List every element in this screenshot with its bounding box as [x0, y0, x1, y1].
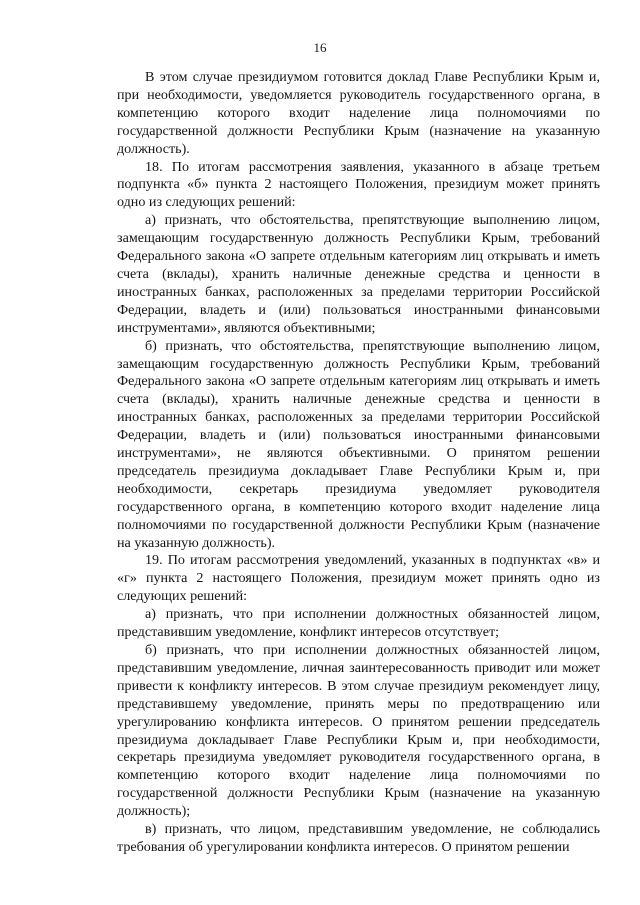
paragraph-item-19-a: а) признать, что при исполнении должностных обязанностей лицом, представившим уведомление, конфликт интересов отсутствует;: [117, 606, 600, 641]
paragraph-item-18-a: а) признать, что обстоятельства, препятствующие выполнению лицом, замещающим государственную должность Республики Крым, требований Федерального закона «О запрете отдельным категориям лиц открывать и иметь счета (вклады), хранить наличные денежные средства и ценности в иностранных банках, расположенных за пределами территории Российской Федерации, владеть и (или) пользоваться иностранными финансовыми инструментами», являются объективными;: [117, 212, 600, 336]
document-body: [117, 69, 600, 857]
paragraph-item-18: 18. По итогам рассмотрения заявления, указанного в абзаце третьем подпункта «б» пункта 2 настоящего Положения, президиум может принять одно из следующих решений:: [117, 158, 600, 211]
paragraph-item-19: 19. По итогам рассмотрения уведомлений, указанных в подпунктах «в» и «г» пункта 2 настоящего Положения, президиум может принять одно из следующих решений:: [117, 552, 600, 605]
paragraph-item-19-b: б) признать, что при исполнении должностных обязанностей лицом, представившим уведомление, личная заинтересованность приводит или может привести к конфликту интересов. В этом случае президиум рекомендует лицу, представившему уведомление, принять меры по предотвращению или урегулированию конфликта интересов. О принятом решении председатель президиума докладывает Главе Республики Крым и, при необходимости, секретарь президиума уведомляет руководителя государственного органа, в компетенцию которого входит наделение лица полномочиями по государственной должности Республики Крым (назначение на указанную должность);: [117, 642, 600, 820]
paragraph-item-19-v: в) признать, что лицом, представившим уведомление, не соблюдались требования об урегулировании конфликта интересов. О принятом решении: [117, 821, 600, 855]
page-number: 16: [313, 40, 327, 55]
paragraph-report-clause: В этом случае президиумом готовится доклад Главе Республики Крым и, при необходимости, уведомляется руководитель государственного органа, в компетенцию которого входит наделение лица полномочиями по государственной должности Республики Крым (назначение на указанную должность).: [117, 69, 600, 157]
paragraph-item-18-b: б) признать, что обстоятельства, препятствующие выполнению лицом, замещающим государственную должность Республики Крым, требований Федерального закона «О запрете отдельным категориям лиц открывать и иметь счета (вклады), хранить наличные денежные средства и ценности в иностранных банках, расположенных за пределами территории Российской Федерации, владеть и (или) пользоваться иностранными финансовыми инструментами», не являются объективными. О принятом решении председатель президиума докладывает Главе Республики Крым и, при необходимости, секретарь президиума уведомляет руководителя государственного органа, в компетенцию которого входит наделение лица полномочиями по государственной должности Республики Крым (назначение на указанную должность).: [117, 337, 600, 551]
